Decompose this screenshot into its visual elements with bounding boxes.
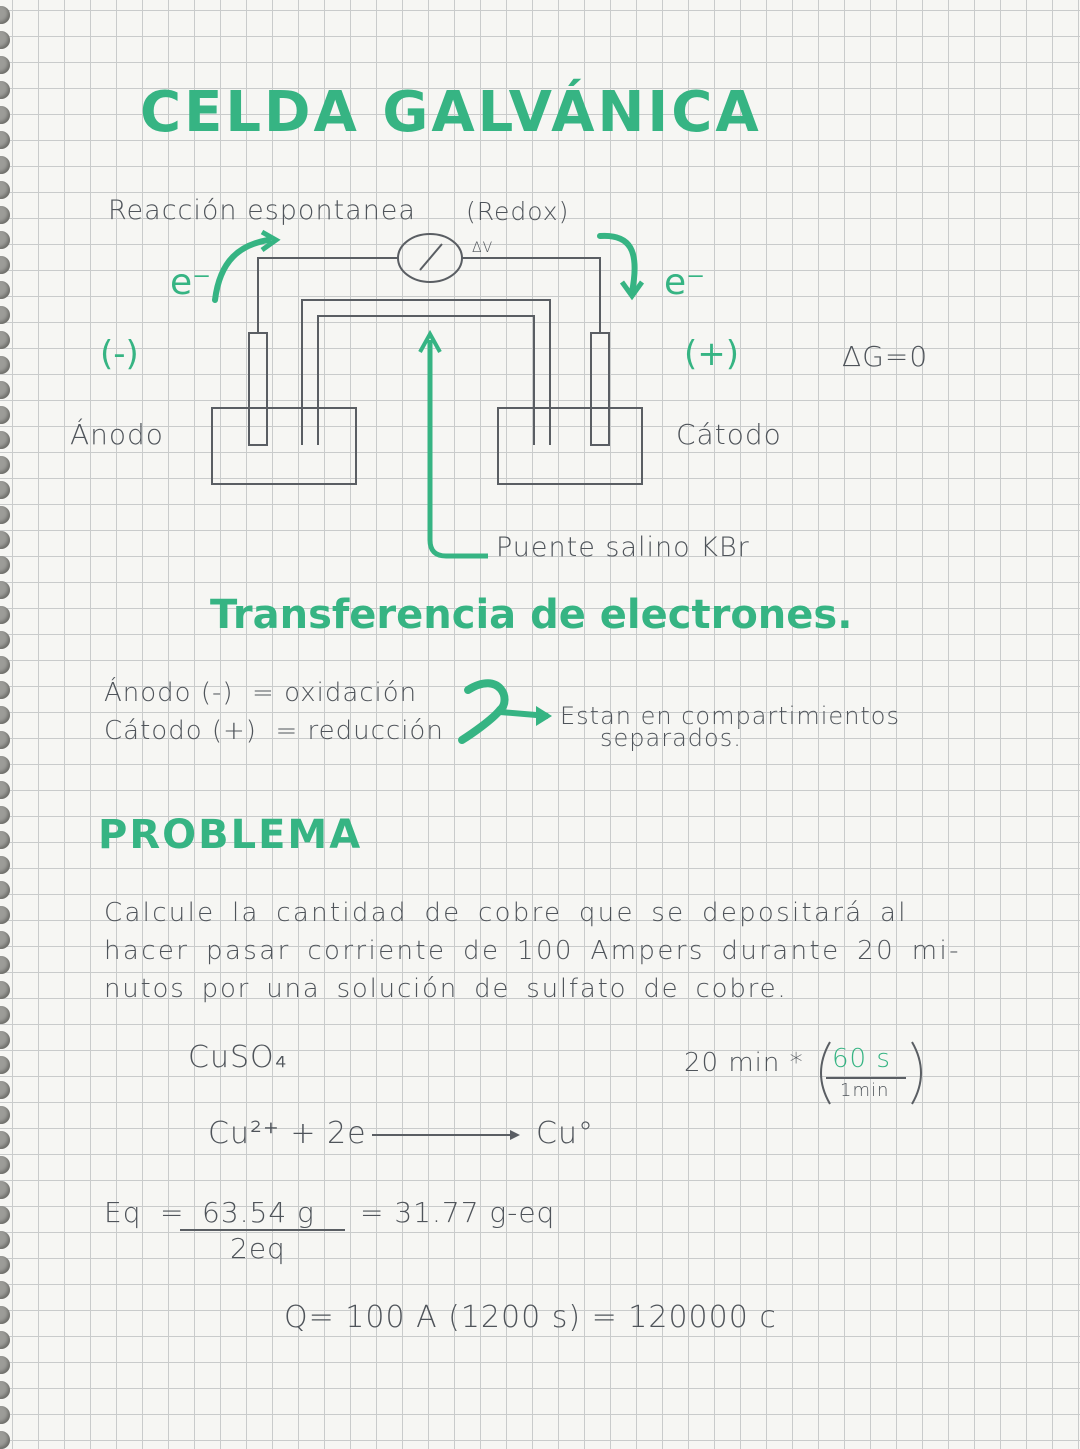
left-beaker xyxy=(212,408,356,484)
reaction-label: Reacción espontanea xyxy=(108,195,416,226)
compound-formula: CuSO₄ xyxy=(188,1040,288,1075)
right-electrode xyxy=(591,333,609,445)
electron-left-label: e⁻ xyxy=(170,262,212,303)
voltmeter-needle xyxy=(420,244,442,270)
cathode-sign: (+) xyxy=(684,334,740,374)
eq-equals: = xyxy=(160,1196,185,1229)
eq-denominator: 2eq xyxy=(230,1232,286,1265)
half-reaction-right: Cu° xyxy=(536,1116,594,1151)
half-reaction-left: Cu²⁺ + 2e xyxy=(208,1116,367,1151)
salt-bridge-inner xyxy=(318,316,534,445)
eq-numerator: 63.54 g xyxy=(202,1196,315,1229)
conversion-paren-left xyxy=(821,1042,830,1104)
reaction-arrowhead xyxy=(510,1130,520,1140)
problem-text-line3: nutos por una solución de sulfato de cobre. xyxy=(104,974,788,1004)
relations-arrowhead xyxy=(536,706,552,726)
conversion-paren-right xyxy=(912,1042,921,1104)
relations-note-line1: Estan en compartimientos xyxy=(560,702,900,730)
problem-text-line1: Calcule la cantidad de cobre que se depositará al xyxy=(104,898,908,928)
reaction-type: (Redox) xyxy=(466,197,570,226)
anode-label: Ánodo xyxy=(70,418,164,451)
eq-label: Eq xyxy=(104,1196,142,1229)
problem-text-line2: hacer pasar corriente de 100 Ampers durante 20 mi- xyxy=(104,936,961,966)
eq-result: = 31.77 g-eq xyxy=(360,1196,556,1229)
section-subtitle: Transferencia de electrones. xyxy=(210,592,853,638)
salt-bridge-outer xyxy=(302,300,550,445)
delta-g-label: ΔG=0 xyxy=(842,340,929,373)
relations-brace xyxy=(462,683,505,740)
cathode-relation: Cátodo (+) = reducción xyxy=(104,716,444,746)
relations-note-line2: separados. xyxy=(600,724,742,752)
charge-equation: Q= 100 A (1200 s) = 120000 c xyxy=(284,1300,777,1335)
page-title: CELDA GALVÁNICA xyxy=(140,80,762,145)
wire-left xyxy=(258,258,398,333)
voltmeter-label: ΔV xyxy=(472,240,494,256)
right-beaker xyxy=(498,408,642,484)
conversion-numerator: 60 s xyxy=(832,1044,891,1074)
conversion-left: 20 min * xyxy=(684,1048,804,1078)
conversion-denominator: 1min xyxy=(840,1080,890,1101)
anode-relation: Ánodo (-) = oxidación xyxy=(104,678,418,708)
wire-right xyxy=(462,258,600,333)
left-electrode xyxy=(249,333,267,445)
salt-bridge-pointer xyxy=(430,340,488,556)
salt-bridge-label: Puente salino KBr xyxy=(496,532,750,563)
problem-heading: PROBLEMA xyxy=(98,812,363,858)
cathode-label: Cátodo xyxy=(676,418,782,451)
electron-right-label: e⁻ xyxy=(664,262,706,303)
electron-arrow-right xyxy=(600,236,635,292)
anode-sign: (-) xyxy=(100,334,139,374)
electron-arrow-left xyxy=(215,240,268,300)
